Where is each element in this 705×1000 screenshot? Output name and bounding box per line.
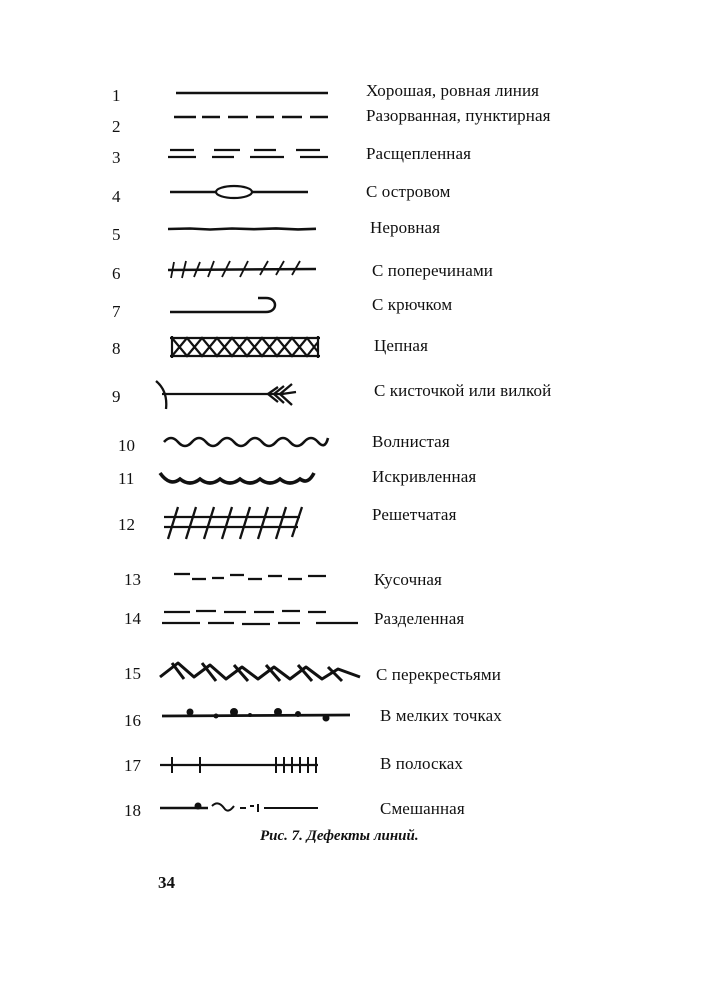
page-number: 34 xyxy=(158,873,175,892)
row-label: Расщепленная xyxy=(366,144,472,163)
row-label: Смешанная xyxy=(380,799,465,818)
row-label: В мелких точках xyxy=(380,706,502,725)
figure-row xyxy=(0,328,705,368)
row-label: Решетчатая xyxy=(372,505,457,524)
hook-line-icon xyxy=(150,290,370,330)
row-number: 10 xyxy=(118,436,135,455)
figure-row xyxy=(0,657,705,697)
figure-row xyxy=(0,212,705,252)
row-number: 17 xyxy=(124,756,141,775)
figure-row xyxy=(0,503,705,543)
row-number: 1 xyxy=(112,86,121,105)
row-label: Цепная xyxy=(374,336,428,355)
row-label: Искривленная xyxy=(372,467,477,486)
lattice-line-icon xyxy=(150,503,370,543)
row-number: 7 xyxy=(112,302,121,321)
row-number: 6 xyxy=(112,264,121,283)
row-label: Разделенная xyxy=(374,609,465,628)
figure-row xyxy=(0,377,705,417)
split-line-icon xyxy=(150,140,370,180)
figure-row xyxy=(0,290,705,330)
row-label: С островом xyxy=(366,182,451,201)
figure-row xyxy=(0,564,705,604)
uneven-line-icon xyxy=(150,212,370,252)
row-label: С поперечинами xyxy=(372,261,493,280)
figure-row xyxy=(0,603,705,643)
wavy-line-icon xyxy=(150,428,370,468)
figure-row xyxy=(0,176,705,216)
row-number: 3 xyxy=(112,148,121,167)
row-number: 5 xyxy=(112,225,121,244)
row-number: 18 xyxy=(124,801,141,820)
row-number: 4 xyxy=(112,187,121,206)
mixed-line-icon xyxy=(150,792,370,832)
chain-line-icon xyxy=(150,328,370,368)
island-line-icon xyxy=(150,176,370,216)
brush-fork-line-icon xyxy=(150,377,370,417)
row-label: Хорошая, ровная линия xyxy=(366,81,540,100)
row-label: С перекрестьями xyxy=(376,665,501,684)
crossed-line-icon xyxy=(150,657,370,697)
figure-caption: Рис. 7. Дефекты линий. xyxy=(260,828,419,844)
row-number: 13 xyxy=(124,570,141,589)
figure-row xyxy=(0,747,705,787)
divided-line-icon xyxy=(150,603,370,643)
figure-row xyxy=(0,428,705,468)
row-number: 15 xyxy=(124,664,141,683)
row-number: 16 xyxy=(124,711,141,730)
row-label: Неровная xyxy=(370,218,441,237)
row-label: Разорванная, пунктирная xyxy=(366,106,551,125)
crossbar-line-icon xyxy=(150,255,370,295)
figure-row xyxy=(0,255,705,295)
figure-row xyxy=(0,140,705,180)
row-label: Волнистая xyxy=(372,432,450,451)
fragmented-line-icon xyxy=(150,564,370,604)
curved-line-icon xyxy=(150,463,370,503)
stripes-line-icon xyxy=(150,747,370,787)
row-number: 2 xyxy=(112,117,121,136)
figure-row xyxy=(0,792,705,832)
row-number: 14 xyxy=(124,609,141,628)
row-number: 11 xyxy=(118,469,135,488)
figure-row xyxy=(0,105,705,145)
row-label: С крючком xyxy=(372,295,453,314)
figure-row xyxy=(0,463,705,503)
row-number: 8 xyxy=(112,339,121,358)
row-label: С кисточкой или вилкой xyxy=(374,381,552,400)
row-number: 9 xyxy=(112,387,121,406)
row-number: 12 xyxy=(118,515,135,534)
small-dots-line-icon xyxy=(150,700,370,740)
figure-row xyxy=(0,700,705,740)
dashed-line-icon xyxy=(150,105,370,145)
row-label: В полосках xyxy=(380,754,463,773)
row-label: Кусочная xyxy=(374,570,442,589)
